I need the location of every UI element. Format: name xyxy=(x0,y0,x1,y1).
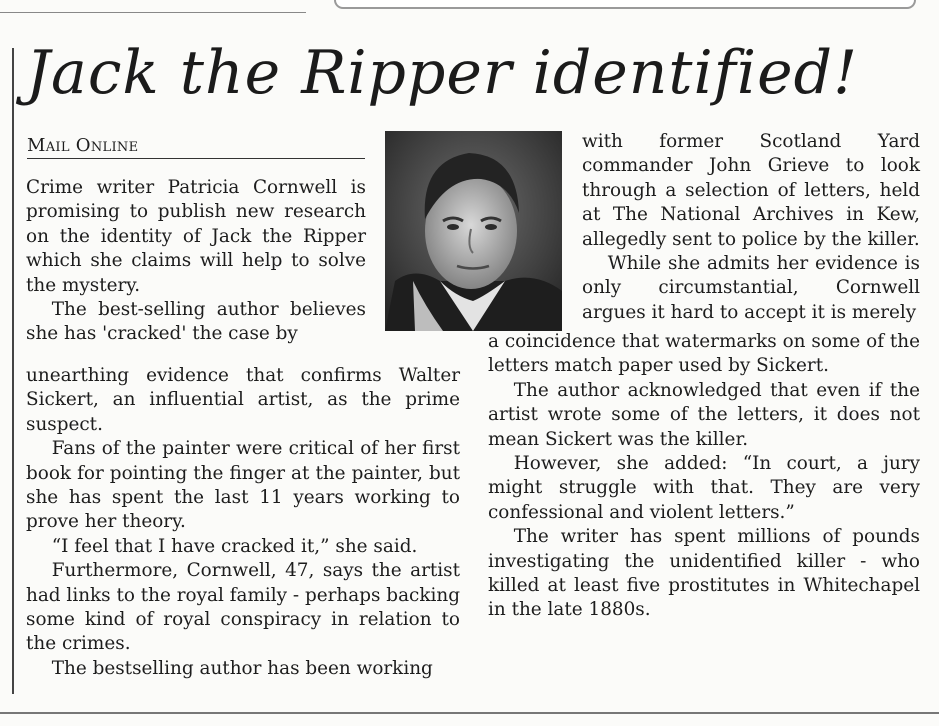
headline: Jack the Ripper identified! xyxy=(26,38,859,108)
paragraph: The author acknowledged that even if the artist wrote some of the letters, it does not mean Sickert was the killer. xyxy=(488,379,920,450)
paragraph: a coincidence that watermarks on some of the letters match paper used by Sickert. xyxy=(488,331,920,377)
top-box-border xyxy=(334,0,916,9)
column-left-bottom xyxy=(26,364,460,681)
column-right-bottom xyxy=(488,330,920,623)
paragraph: The best-selling author believes she has 'cracked' the case by xyxy=(26,299,366,345)
paragraph: The writer has spent millions of pounds investigating the unidentified killer - who killed at least five prostitutes in Whitechapel in the late 1880s. xyxy=(488,526,920,621)
paragraph: with former Scotland Yard commander John Grieve to look through a selection of letters, held at The National Archives in Kew, allegedly sent to police by the killer. xyxy=(582,131,920,250)
left-column-rule xyxy=(12,48,14,694)
column-right-top xyxy=(582,130,920,325)
bottom-rule xyxy=(0,712,939,714)
column-left-top xyxy=(26,176,366,347)
byline-source: Mail Online xyxy=(27,134,365,159)
paragraph: The bestselling author has been working xyxy=(51,657,433,679)
top-rule xyxy=(0,12,306,13)
portrait-photo xyxy=(385,131,562,331)
paragraph: While she admits her evidence is only circumstantial, Cornwell argues it hard to accept it is merely xyxy=(582,253,920,323)
paragraph: However, she added: “In court, a jury might struggle with that. They are very confessional and violent letters.” xyxy=(488,453,920,523)
paragraph: Fans of the painter were critical of her first book for pointing the finger at the painter, but she has spent the last 11 years working to prove her theory. xyxy=(26,438,460,533)
paragraph: unearthing evidence that confirms Walter Sickert, an influential artist, as the prime suspect. xyxy=(26,365,460,435)
paragraph: “I feel that I have cracked it,” she said. xyxy=(51,535,418,557)
paragraph: Furthermore, Cornwell, 47, says the artist had links to the royal family - perhaps backing some kind of royal conspiracy in relation to the crimes. xyxy=(26,560,460,655)
paragraph: Crime writer Patricia Cornwell is promising to publish new research on the identity of Jack the Ripper which she claims will help to solve the mystery. xyxy=(26,177,366,296)
